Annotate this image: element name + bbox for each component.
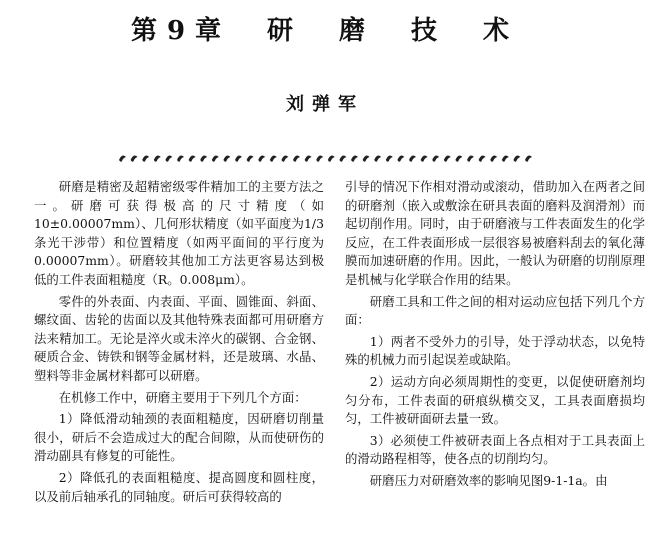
divider-ornament: [397, 156, 404, 162]
paragraph: 引导的情况下作相对滑动或滚动，借助加入在两者之间的研磨剂（嵌入或敷涂在研具表面的磨料及润滑剂）而起切削作用。同时，由于研磨液与工件表面发生的化学反应，在工件表面形成一层很容易被磨料刮去的氧化薄膜而加速研磨的作用。因此，一般认为研磨的切削原理是机械与化学联合作用的结果。: [345, 179, 645, 287]
divider-ornament: [258, 156, 265, 162]
divider-ornament: [247, 156, 254, 162]
paragraph: 零件的外表面、内表面、平面、圆锥面、斜面、螺纹面、齿轮的齿面以及其他特殊表面都可用研磨方法来精加工。无论是淬火或未淬火的碳钢、合金钢、硬质合金、铸铁和钢等金属材料，还是玻璃、水晶、塑料等非金属材料都可以研磨。: [34, 293, 324, 383]
divider-ornament: [444, 156, 451, 162]
divider-ornament: [409, 156, 416, 162]
divider-ornament: [177, 156, 184, 162]
paragraph: 在机修工作中，研磨主要用于下列几个方面：: [58, 389, 307, 405]
divider-ornament: [131, 156, 138, 162]
divider-ornament: [490, 156, 497, 162]
divider-ornament: [293, 156, 300, 162]
paragraph: 3）必须使工件被研表面上各点相对于工具表面上的滑动路程相等，使各点的切削均匀。: [345, 432, 645, 467]
divider-ornament: [270, 156, 277, 162]
divider-ornament: [281, 156, 288, 162]
divider-ornament: [223, 156, 230, 162]
divider-ornament: [351, 156, 358, 162]
paragraph: 研磨是精密及超精密级零件精加工的主要方法之一。研磨可获得极高的尺寸精度（如10±0.00007mm）、几何形状精度（如平面度为1/3条光干涉带）和位置精度（如两平面间的平行度为0.00007mm）。研磨较其他加工方法更容易达到极低的工件表面粗糙度（R。0.008μm）。: [34, 179, 324, 287]
divider-ornament: [374, 156, 381, 162]
paragraph: 2）运动方向必须周期性的变更，以促使研磨剂均匀分布，工件表面的研痕纵横交叉，工具表面磨损均匀，工件被研面研去量一致。: [345, 373, 645, 427]
paragraph: 研磨工具和工件之间的相对运动应包括下列几个方面：: [345, 293, 645, 328]
divider-ornament: [212, 156, 219, 162]
paragraph: 1）两者不受外力的引导，处于浮动状态，以免特殊的机械力而引起误差或缺陷。: [345, 333, 645, 368]
paragraph: 1）降低滑动轴颈的表面粗糙度，因研磨切削量很小，研后不会造成过大的配合间隙，从而使研伤的滑动副具有修复的可能性。: [34, 411, 324, 464]
divider-ornament: [502, 156, 509, 162]
divider-ornament: [339, 156, 346, 162]
divider-ornament: [363, 156, 370, 162]
divider-ornament: [142, 156, 149, 162]
divider-ornament: [513, 156, 520, 162]
left-column: [34, 178, 324, 534]
divider-ornament: [455, 156, 462, 162]
divider-ornament: [165, 156, 172, 162]
divider-ornament: [235, 156, 242, 162]
divider-ornament: [119, 156, 126, 162]
divider-ornament: [421, 156, 428, 162]
divider-ornament: [189, 156, 196, 162]
divider-ornament: [386, 156, 393, 162]
divider-ornament: [200, 156, 207, 162]
divider-ornament: [305, 156, 312, 162]
divider-ornament: [154, 156, 161, 162]
decorative-divider: [115, 152, 535, 164]
divider-ornament: [328, 156, 335, 162]
divider-ornament: [432, 156, 439, 162]
divider-ornament: [316, 156, 323, 162]
divider-ornament: [525, 156, 532, 162]
divider-ornament: [479, 156, 486, 162]
divider-ornament: [467, 156, 474, 162]
right-column: [345, 178, 645, 534]
author-name: 刘弹军: [286, 94, 364, 115]
paragraph: 研磨压力对研磨效率的影响见图9-1-1a。由: [369, 472, 608, 488]
paragraph: 2）降低孔的表面粗糙度、提高圆度和圆柱度，以及前后轴承孔的同轴度。研后可获得较高的: [34, 469, 324, 504]
chapter-title: 第9章 研 磨 技 术: [130, 16, 520, 46]
